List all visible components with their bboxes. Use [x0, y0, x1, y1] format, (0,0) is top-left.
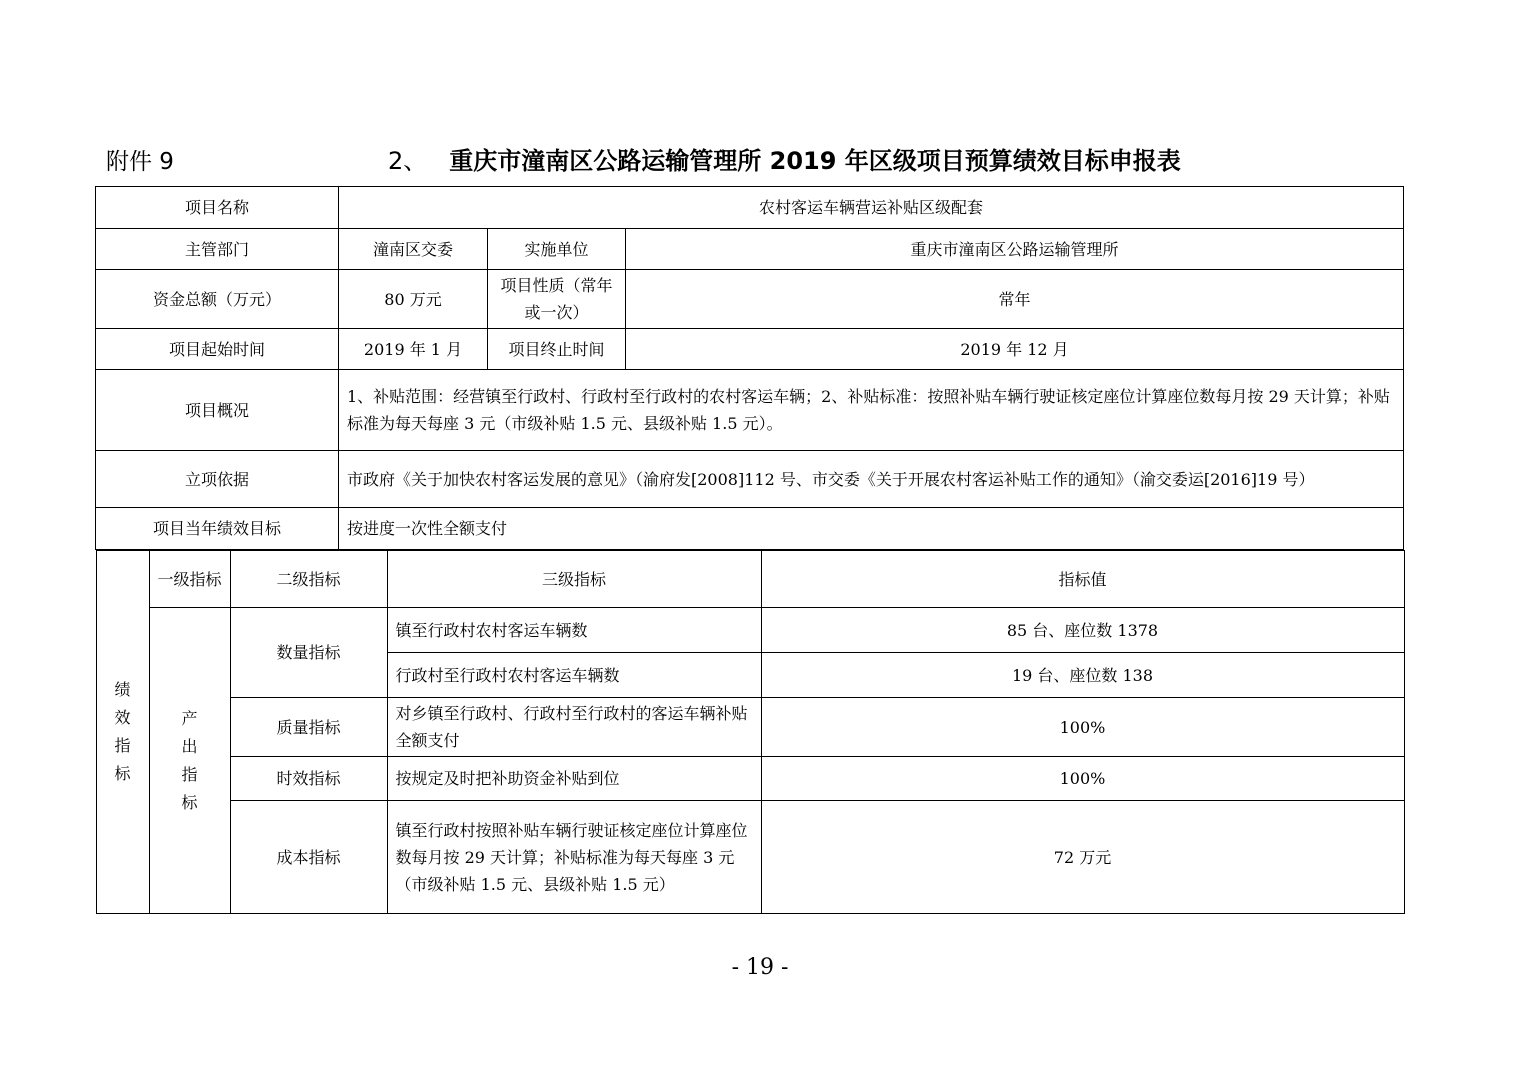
level3-item: 行政村至行政村农村客运车辆数 [387, 653, 761, 698]
end-time-value: 2019 年 12 月 [626, 329, 1404, 370]
basis-label: 立项依据 [96, 451, 339, 508]
page-number: - 19 - [731, 955, 789, 980]
annual-goal-value: 按进度一次性全额支付 [339, 508, 1404, 550]
level2-quantity: 数量指标 [230, 608, 387, 698]
header-level3: 三级指标 [387, 551, 761, 608]
indicator-value: 100% [761, 757, 1404, 801]
indicator-table [96, 550, 1405, 914]
start-time-value: 2019 年 1 月 [339, 329, 488, 370]
level3-item: 镇至行政村按照补贴车辆行驶证核定座位计算座位数每月按 29 天计算；补贴标准为每天每座 3 元（市级补贴 1.5 元、县级补贴 1.5 元） [387, 801, 761, 914]
document-title [388, 141, 1181, 176]
level2-timeliness: 时效指标 [230, 757, 387, 801]
title-number: 2、 [388, 147, 428, 175]
nature-value: 常年 [626, 270, 1404, 329]
dept-value: 潼南区交委 [339, 229, 488, 270]
basis-value: 市政府《关于加快农村客运发展的意见》（渝府发[2008]112 号、市交委《关于开展农村客运补贴工作的通知》（渝交委运[2016]19 号） [339, 451, 1404, 508]
fund-label: 资金总额（万元） [96, 270, 339, 329]
level3-item: 对乡镇至行政村、行政村至行政村的客运车辆补贴全额支付 [387, 698, 761, 757]
level1-output-indicator: 产出指标 [149, 608, 230, 914]
header-value: 指标值 [761, 551, 1404, 608]
nature-label: 项目性质（常年或一次） [488, 270, 626, 329]
indicator-group-label: 绩效指标 [96, 551, 149, 914]
level3-item: 镇至行政村农村客运车辆数 [387, 608, 761, 653]
indicator-value: 19 台、座位数 138 [761, 653, 1404, 698]
overview-value: 1、补贴范围：经营镇至行政村、行政村至行政村的农村客运车辆；2、补贴标准：按照补贴车辆行驶证核定座位计算座位数每月按 29 天计算；补贴标准为每天每座 3 元（市级补贴 1.5 元、县级补贴 1.5 元）。 [339, 370, 1404, 451]
end-time-label: 项目终止时间 [488, 329, 626, 370]
indicator-value: 100% [761, 698, 1404, 757]
header-level1: 一级指标 [149, 551, 230, 608]
indicator-section [96, 550, 1404, 915]
project-name-label: 项目名称 [96, 187, 339, 229]
impl-unit-label: 实施单位 [488, 229, 626, 270]
attachment-label: 附件 9 [106, 149, 174, 175]
level3-item: 按规定及时把补助资金补贴到位 [387, 757, 761, 801]
budget-performance-table [95, 186, 1404, 914]
impl-unit-value: 重庆市潼南区公路运输管理所 [626, 229, 1404, 270]
header-level2: 二级指标 [230, 551, 387, 608]
level2-quality: 质量指标 [230, 698, 387, 757]
annual-goal-label: 项目当年绩效目标 [96, 508, 339, 550]
indicator-value: 85 台、座位数 1378 [761, 608, 1404, 653]
level2-cost: 成本指标 [230, 801, 387, 914]
fund-value: 80 万元 [339, 270, 488, 329]
dept-label: 主管部门 [96, 229, 339, 270]
start-time-label: 项目起始时间 [96, 329, 339, 370]
indicator-value: 72 万元 [761, 801, 1404, 914]
title-text: 重庆市潼南区公路运输管理所 2019 年区级项目预算绩效目标申报表 [449, 147, 1181, 175]
project-name-value: 农村客运车辆营运补贴区级配套 [339, 187, 1404, 229]
overview-label: 项目概况 [96, 370, 339, 451]
